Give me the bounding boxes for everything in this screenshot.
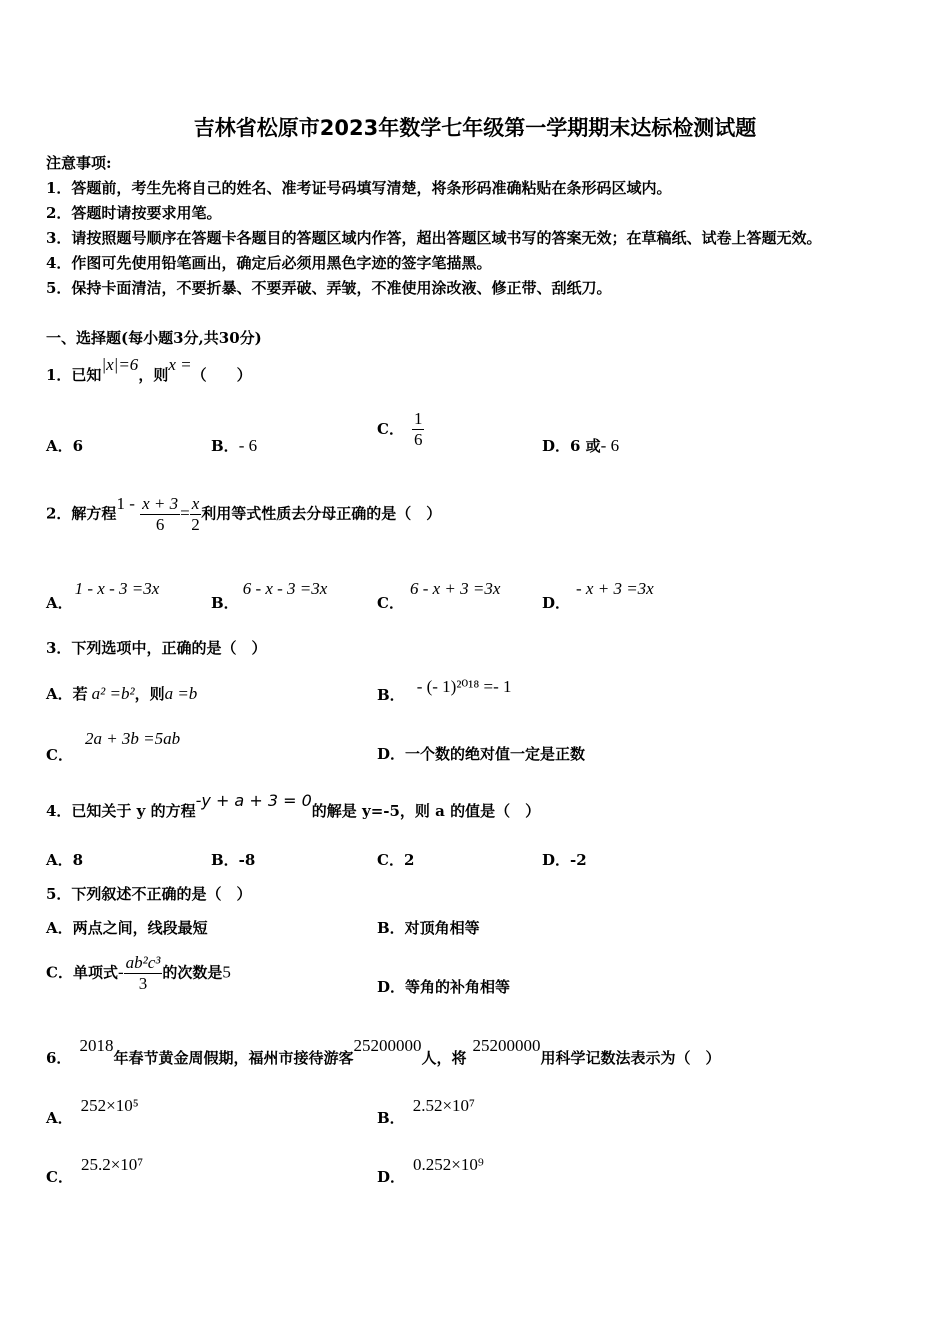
q4-option-a: A．8 — [46, 851, 84, 869]
q2-option-c: C．6 - x + 3 =3x — [377, 579, 501, 612]
q3-option-d: D．一个数的绝对值一定是正数 — [377, 745, 586, 763]
q5-option-a: A．两点之间，线段最短 — [46, 919, 208, 937]
q4-option-c: C．2 — [377, 851, 415, 869]
q5-option-b: B．对顶角相等 — [377, 919, 480, 937]
notice-item: 5．保持卡面清洁，不要折暴、不要弄破、弄皱，不准使用涂改液、修正带、刮纸刀。 — [46, 279, 612, 297]
notice-item: 3．请按照题号顺序在答题卡各题目的答题区域内作答，超出答题区域书写的答案无效；在草稿纸、试卷上答题无效。 — [46, 229, 822, 247]
q1-prefix: 1．已知 — [46, 366, 102, 384]
q3-option-b: B． - (- 1)²⁰¹⁸ =- 1 — [377, 677, 512, 704]
q1-option-d: D．6 或- 6 — [542, 436, 620, 455]
q6-option-a: A．252×10⁵ — [46, 1096, 139, 1127]
q4-option-d: D．-2 — [542, 851, 587, 869]
q5-option-d: D．等角的补角相等 — [377, 978, 511, 996]
notice-item: 4．作图可先使用铅笔画出，确定后必须用黑色字迹的签字笔描黑。 — [46, 254, 492, 272]
page-title: 吉林省松原市2023年数学七年级第一学期期末达标检测试题 — [193, 116, 757, 140]
question-1 — [46, 355, 252, 385]
q1-option-a: A．6 — [46, 437, 84, 455]
notice-item: 1．答题前，考生先将自己的姓名、准考证号码填写清楚，将条形码准确粘贴在条形码区域内。 — [46, 179, 672, 197]
notice-heading: 注意事项: — [46, 154, 112, 172]
q1-abs-eq: |x|=6 — [101, 355, 139, 374]
q6-option-c: C．25.2×10⁷ — [46, 1155, 144, 1186]
q2-option-b: B．6 - x - 3 =3x — [211, 579, 328, 612]
q1-option-b: B．- 6 — [211, 436, 258, 455]
q5-fraction: $\frac{\text{ab²c³}}{3}$ — [125, 953, 161, 993]
question-5: 5．下列叙述不正确的是（ ） — [46, 885, 252, 903]
q2-fraction-2: $\frac{x}{2}$ — [191, 494, 200, 534]
q6-option-b: B．2.52×10⁷ — [377, 1096, 475, 1127]
notice-item: 2．答题时请按要求用笔。 — [46, 204, 222, 222]
question-3: 3．下列选项中，正确的是（ ） — [46, 639, 267, 657]
q1-suffix: （ ） — [191, 366, 252, 384]
q1-c-fraction: $\frac{1}{6}$ — [413, 409, 423, 449]
question-2: 2．解方程1 - $\frac{x + 3}{6}$ = $\frac{x}{2}$ 利用等式性质去分母正确的是（ ） — [46, 493, 442, 534]
q1-option-c: C． $\frac{1}{6}$ — [377, 409, 423, 449]
q6-option-d: D．0.252×10⁹ — [377, 1155, 484, 1186]
q2-option-a: A．1 - x - 3 =3x — [46, 579, 160, 612]
q3-option-c: C．2a + 3b =5ab — [46, 729, 181, 764]
section-heading: 一、选择题(每小题3分,共30分) — [46, 329, 262, 347]
q3-option-a: A．若 a² =b²，则a =b — [46, 684, 198, 703]
q2-option-d: D．- x + 3 =3x — [542, 579, 654, 612]
q5-option-c: C．单项式- $\frac{\text{ab²c³}}{3}$ 的次数是5 — [46, 953, 231, 993]
question-4: 4．已知关于 y 的方程-y + a + 3 = 0的解是 y=-5，则 a 的值是（ ） — [46, 791, 541, 820]
q4-equation: -y + a + 3 = 0 — [195, 791, 312, 810]
q1-x: x = — [168, 355, 192, 374]
q1-mid: ，则 — [138, 366, 169, 384]
q2-fraction-1: $\frac{x + 3}{6}$ — [142, 494, 179, 534]
q4-option-b: B．-8 — [211, 851, 256, 869]
question-6: 6．2018年春节黄金周假期，福州市接待游客25200000人，将25200000用科学记数法表示为（ ） — [46, 1036, 721, 1067]
